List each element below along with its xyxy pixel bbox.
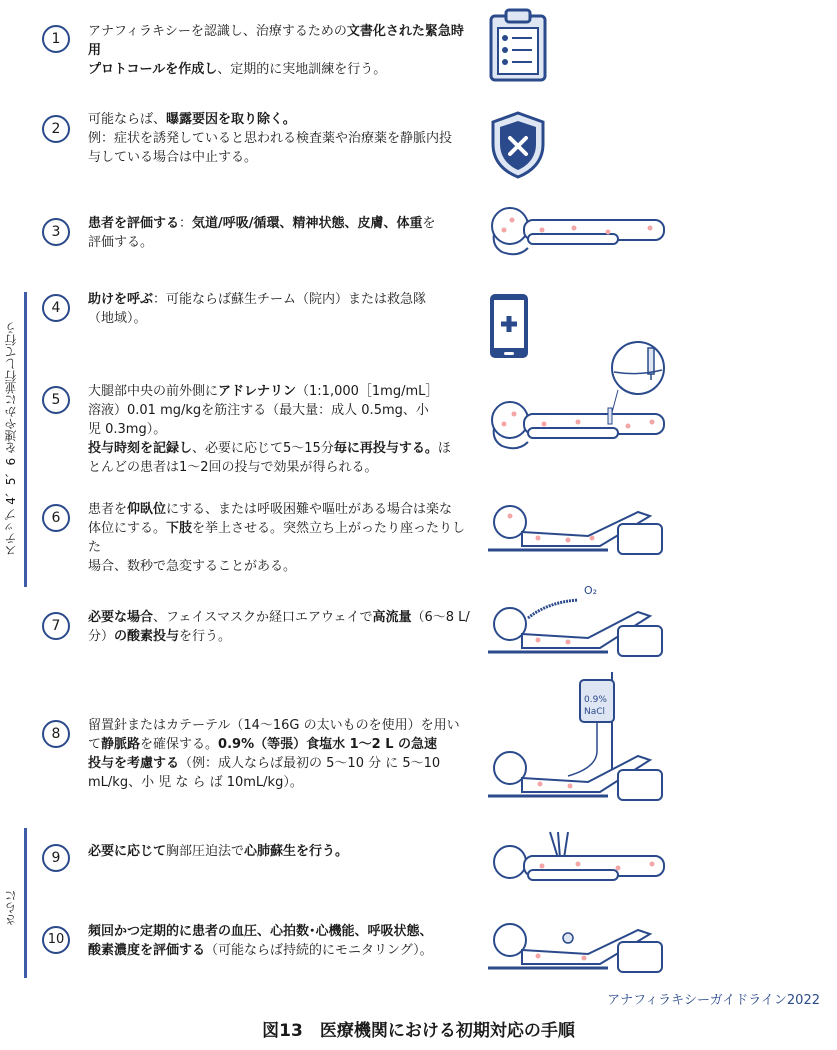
figure-caption: 図13 医療機関における初期対応の手順: [262, 1021, 575, 1041]
step-number-8: 8: [42, 720, 70, 748]
patient-assessment-illustration: [488, 202, 668, 264]
step-7-text-part: 高流量: [372, 610, 412, 625]
adrenaline-injection-illustration: [488, 342, 668, 454]
step-1-text-part: アナフィラキシーを認識し、治療するための: [88, 24, 347, 39]
step-1-text-part: 文書化された緊急時用: [88, 24, 464, 58]
step-text-8: [88, 716, 473, 792]
step-6-text-part: にする、または呼吸困難や嘔吐がある場合は楽な: [166, 502, 453, 517]
step-6-text-part: 下肢: [166, 521, 193, 536]
step-5-text-part: 児 0.3mg）。: [88, 422, 167, 437]
step-10-text-part: 頻回かつ定期的に患者の血圧、心拍数･心機能、呼吸状態、: [88, 924, 433, 939]
cpr-chest-compression-illustration: [488, 828, 668, 890]
step-text-6: [88, 500, 473, 576]
sidebar-label-parallel: ステップ 4、5、6 を速やかに並行して行う: [4, 322, 18, 557]
clipboard-checklist-icon: [488, 10, 548, 82]
step-3-text-part: 気道/呼吸/循環、精神状態、皮膚、体重: [192, 216, 423, 231]
step-5-text-part: ほ: [437, 441, 451, 456]
step-6-text-part: 体位にする。: [88, 521, 167, 536]
step-number-6: 6: [42, 504, 70, 532]
step-text-10: [88, 922, 473, 960]
oxygen-label: O₂: [584, 584, 598, 597]
step-number-10: 10: [42, 926, 70, 954]
step-text-3: [88, 214, 473, 252]
step-9-text-part: 心肺蘇生を行う。: [244, 844, 349, 859]
step-3-text-part: ：: [179, 216, 193, 231]
step-6-text-part: 仰臥位: [127, 502, 167, 517]
step-number-2: 2: [42, 115, 70, 143]
step-8-text-part: 0.9%（等張）食塩水 1～2 L の急速: [218, 737, 438, 752]
step-6-text-part: 場合、数秒で急変することがある。: [88, 559, 297, 574]
step-8-text-part: を確保する。: [140, 737, 219, 752]
step-5-text-part: 毎に再投与する。: [333, 441, 438, 456]
step-4-text-part: ：可能ならば蘇生チーム（院内）または救急隊: [153, 292, 427, 307]
step-5-text-part: アドレナリン: [218, 384, 297, 399]
vital-monitoring-illustration: [488, 918, 668, 976]
step-8-text-part: 留置針またはカテーテル（14～16G の太いものを使用）を用い: [88, 718, 460, 733]
step-number-5: 5: [42, 386, 70, 414]
step-10-text-part: 酸素濃度を評価する: [88, 943, 206, 958]
supine-legs-raised-illustration: [488, 500, 668, 558]
step-5-text-part: 、必要に応じて5～15分: [192, 441, 334, 456]
step-2-text-part: 曝露要因を取り除く。: [166, 112, 296, 127]
step-6-text-part: 患者を: [88, 502, 128, 517]
step-2-text-part: 可能ならば、: [88, 112, 167, 127]
step-7-text-part: （6～8 L/: [411, 610, 470, 625]
source-citation: アナフィラキシーガイドライン2022: [607, 993, 820, 1008]
iv-bag-label-concentration: 0.9%: [584, 695, 607, 705]
step-4-text-part: 助けを呼ぶ: [88, 292, 154, 307]
step-number-9: 9: [42, 844, 70, 872]
step-7-text-part: 、フェイスマスクか経口エアウェイで: [153, 610, 373, 625]
step-5-text-part: 大腿部中央の前外側に: [88, 384, 219, 399]
step-8-text-part: mL/kg、小 児 な ら ば 10mL/kg）。: [88, 775, 303, 790]
step-10-text-part: （可能ならば持続的にモニタリング）。: [205, 943, 433, 958]
step-number-4: 4: [42, 294, 70, 322]
step-number-7: 7: [42, 612, 70, 640]
oxygen-mask-illustration: [488, 582, 668, 660]
step-number-1: 1: [42, 25, 70, 53]
step-text-1: [88, 22, 473, 79]
step-1-text-part: プロトコールを作成し: [88, 62, 218, 77]
step-9-text-part: 必要に応じて: [88, 844, 167, 859]
step-4-text-part: （地域）。: [88, 311, 147, 326]
step-5-text-part: とんどの患者は1～2回の投与で効果が得られる。: [88, 460, 378, 475]
shield-cross-icon: [489, 110, 547, 180]
sidebar-label-additional: さらに: [4, 890, 18, 926]
step-number-3: 3: [42, 218, 70, 246]
step-text-7: [88, 608, 473, 646]
step-2-text-part: 例：症状を誘発していると思われる検査薬や治療薬を静脈内投: [88, 131, 453, 146]
step-5-text-part: 投与時刻を記録し: [88, 441, 193, 456]
step-8-text-part: 投与を考慮する: [88, 756, 180, 771]
step-text-4: [88, 290, 473, 328]
step-5-text-part: 溶液）0.01 mg/kgを筋注する（最大量：成人 0.5mg、小: [88, 403, 429, 418]
step-text-9: [88, 842, 473, 861]
step-8-text-part: 静脈路: [101, 737, 141, 752]
step-9-text-part: 胸部圧迫法で: [166, 844, 245, 859]
sidebar-bracket-additional: [24, 828, 27, 978]
step-3-text-part: 評価する。: [88, 235, 154, 250]
iv-bag-label-saline: NaCl: [584, 707, 606, 717]
step-2-text-part: 与している場合は中止する。: [88, 150, 258, 165]
step-3-text-part: を: [422, 216, 436, 231]
step-1-text-part: 、定期的に実地訓練を行う。: [217, 62, 387, 77]
sidebar-bracket-steps-4-6: [24, 292, 27, 587]
step-8-text-part: （例：成人ならば最初の 5～10 分 に 5～10: [179, 756, 441, 771]
step-7-text-part: の酸素投与: [114, 629, 180, 644]
step-3-text-part: 患者を評価する: [88, 216, 180, 231]
step-text-5: [88, 382, 473, 477]
step-7-text-part: 必要な場合: [88, 610, 154, 625]
step-6-text-part: を挙上させる。突然立ち上がったり座ったりした: [88, 521, 466, 555]
iv-drip-illustration: [488, 672, 668, 812]
step-7-text-part: 分）: [88, 629, 115, 644]
step-7-text-part: を行う。: [179, 629, 232, 644]
step-text-2: [88, 110, 473, 167]
step-5-text-part: （1:1,000［1mg/mL］: [296, 384, 439, 399]
step-8-text-part: て: [88, 737, 102, 752]
